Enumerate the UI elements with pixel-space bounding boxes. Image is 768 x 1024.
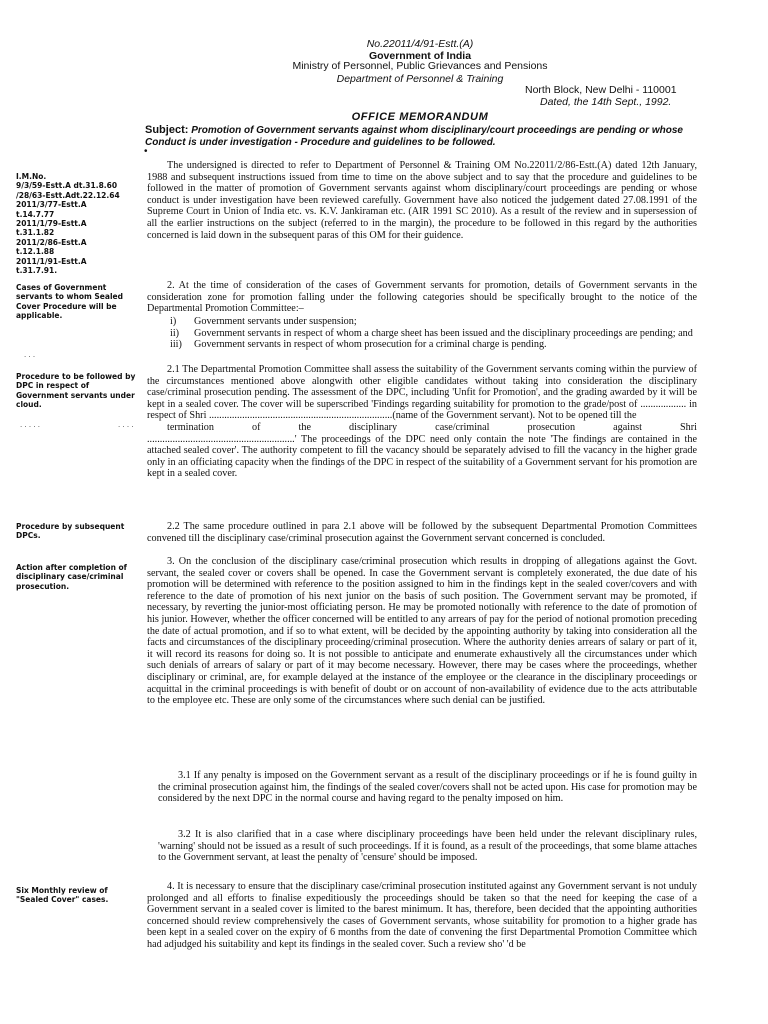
- bullet-mark: •: [144, 146, 148, 157]
- list-item: [170, 339, 695, 351]
- list-item: [170, 316, 695, 328]
- paragraph-4: 4. It is necessary to ensure that the disciplinary case/criminal prosecution instituted against any Government servant is not unduly prolonged and all efforts to finalise expeditiously the proceedings should be taken so that the need for keeping the case of a Government servant in a sealed cover is limited to the barest minimum. It has, therefore, been decided that the appointing authorities concerned should review comprehensively the cases of Government servants, whose suitability for promotion to a higher grade has been kept in a sealed cover on the expiry of 6 months from the date of convening the first Departmental Promotion Committee which had adjudged his suitability and kept its findings in the sealed cover. Such a review sho' 'd be: [147, 881, 697, 950]
- margin-ref: t.31.1.82: [16, 228, 55, 238]
- margin-ref-heading: I.M.No.: [16, 172, 47, 181]
- margin-ref: t.31.7.91.: [16, 266, 58, 276]
- list-item-text: Government servants under suspension;: [194, 316, 357, 327]
- margin-ref: 2011/1/91-Estt.A: [16, 256, 87, 266]
- paragraph-2-1-part-c: ..........................................................' The proceedings of the DPC need only contain the note 'The findings are contained in the attached sealed cover'. The authority competent to fill the vacancy should be separately advised to fill the vacancy in the higher grade only in an officiating capacity when the findings of the DPC in respect of the suitability of a Government servant for his promotion are kept in a sealed cover.: [147, 433, 697, 480]
- margin-ref: t.12.1.88: [16, 247, 55, 257]
- paragraph-3-1: 3.1 If any penalty is imposed on the Government servant as a result of the disciplinary proceedings or if he is found guilty in the criminal prosecution against him, the findings of the sealed cover/covers shall not be acted upon. His case for promotion may be considered by the next DPC in the normal course and having regard to the penalty imposed on him.: [158, 770, 697, 805]
- margin-ref: 2011/2/86-Estt.A: [16, 237, 87, 247]
- margin-note-sealed-cover: Cases of Government servants to whom Sealed Cover Procedure will be applicable.: [16, 283, 123, 321]
- margin-note-action-after-completion: Action after completion of disciplinary case/criminal prosecution.: [16, 563, 127, 591]
- list-item-text: Government servants in respect of whom prosecution for a criminal charge is pending.: [194, 339, 547, 351]
- document-title: OFFICE MEMORANDUM: [351, 111, 489, 123]
- memo-date: Dated, the 14th Sept., 1992.: [540, 96, 672, 108]
- margin-dots: . . . . .: [20, 420, 41, 429]
- subject-line: [145, 124, 695, 149]
- list-item: [170, 328, 695, 340]
- category-list: [170, 316, 695, 351]
- paragraph-3: 3. On the conclusion of the disciplinary case/criminal prosecution which results in dropping of allegations against the Govt. servant, the sealed cover or covers shall be opened. In case the Government servant is completely exonerated, the due date of his promotion will be determined with reference to the position assigned to him in the findings kept in the sealed cover/covers and with reference to the date of promotion of his next junior on the basis of such position. The Government servant may be promoted, if necessary, by reverting the junior-most officiating person. He may be promoted notionally with reference to the date of promotion of his junior. However, whether the officer concerned will be entitled to any arrears of pay for the period of notional promotion preceding the date of actual promotion, and if so to what extent, will be decided by the appointing authority by taking into consideration all the facts and circumstances of the disciplinary proceeding/criminal prosecution. Where the authority denies arrears of salary or part of it, it will record its reasons for doing so. It is not possible to anticipate and enumerate exhaustively all the circumstances under which such denials of arrears of salary or part of it may become necessary. However, there may be cases where the proceedings, whether disciplinary or criminal, are, for example delayed at the instance of the employee or the clearance in the disciplinary proceedings or acquittal in the criminal proceedings is with benefit of doubt or on account of non-availability of evidence due to the acts attributable to the employee etc. These are only some of the circumstances where such denial can be justified.: [147, 556, 697, 707]
- ministry-name: Ministry of Personnel, Public Grievances and Pensions: [292, 60, 548, 72]
- margin-note-six-monthly-review: Six Monthly review of "Sealed Cover" cases.: [16, 886, 109, 905]
- margin-note-dpc-procedure: Procedure to be followed by DPC in respect of Government servants under cloud.: [16, 372, 136, 410]
- margin-note-subsequent-dpcs: Procedure by subsequent DPCs.: [16, 522, 125, 541]
- paragraph-3-2: 3.2 It is also clarified that in a case where disciplinary proceedings have been held under the relevant disciplinary rules, 'warning' should not be issued as a result of such proceedings. If it is found, as a result of the proceedings, that some blame attaches to the Government servant, at least the penalty of 'censure' should be imposed.: [158, 829, 697, 864]
- margin-ref: 2011/1/79-Estt.A: [16, 219, 87, 229]
- paragraph-2: 2. At the time of consideration of the cases of Government servants for promotion, details of Government servants in the consideration zone for promotion falling under the following categories should be specifically brought to the notice of the Departmental Promotion Committee:–: [147, 280, 697, 315]
- margin-ref: 9/3/59-Estt.A dt.31.8.60: [16, 181, 118, 191]
- office-address: North Block, New Delhi - 110001: [525, 84, 677, 96]
- list-item-number: ii): [170, 327, 180, 339]
- department-name: Department of Personnel & Training: [336, 73, 504, 85]
- subject-text: Promotion of Government servants against whom disciplinary/court proceedings are pending or whose Conduct is under investigation - Procedure and guidelines to be followed.: [145, 125, 683, 148]
- government-title: Government of India: [368, 50, 472, 62]
- list-item-text: Government servants in respect of whom a charge sheet has been issued and the disciplinary proceedings are pending; and: [194, 327, 693, 339]
- paragraph-2-2: 2.2 The same procedure outlined in para 2.1 above will be followed by the subsequent Departmental Promotion Committees convened till the disciplinary case/criminal prosecution against the Government servant concerned is concluded.: [147, 521, 697, 544]
- paragraph-2-1-part-b: termination of the disciplinary case/criminal prosecution against Shri: [167, 421, 697, 433]
- file-number: No.22011/4/91-Estt.(A): [366, 38, 474, 50]
- margin-ref: /28/63-Estt.Adt.22.12.64: [16, 190, 120, 200]
- paragraph-1: The undersigned is directed to refer to Department of Personnel & Training OM No.22011/2/86-Estt.(A) dated 12th January, 1988 and subsequent instructions issued from time to time on the above subject and to say that the procedure and guidelines to be followed in the matter of promotion of Government servants against whom disciplinary/court proceedings are pending or whose conduct is under investigation have been reviewed carefully. Government have also noticed the judgement dated 27.08.1991 of the Supreme Court in Union of India etc. vs. K.V. Jankiraman etc. (AIR 1991 SC 2010). As a result of the review and in supersession of all the earlier instructions on the subject (referred to in the margin), the procedure to be followed in this regard by the authorities concerned is laid down in the subsequent paras of this OM for their guidence.: [147, 160, 697, 241]
- subject-label: Subject:: [145, 124, 189, 136]
- margin-dots: . . .: [24, 350, 36, 359]
- margin-dots: . . . .: [118, 420, 134, 429]
- list-item-number: i): [170, 316, 177, 327]
- paragraph-2-1: [147, 364, 697, 480]
- margin-references: [16, 172, 140, 275]
- list-item-number: iii): [170, 339, 182, 351]
- margin-ref: t.14.7.77: [16, 209, 55, 219]
- margin-ref: 2011/3/77-Estt.A: [16, 200, 87, 210]
- paragraph-2-1-part-a: 2.1 The Departmental Promotion Committee shall assess the suitability of the Government servants coming within the purview of the circumstances mentioned above alongwith other eligible candidates without taking into consideration the disciplinary case/criminal prosecution pending. The assessment of the DPC, including 'Unfit for Promotion', and the grading awarded by it will be kept in a sealed cover. The cover will be superscribed 'Findings regarding suitability for promotion to the grade/post of .................. in respect of Shri ........................................................................(name of the Government servant). Not to be opened till the: [147, 364, 697, 422]
